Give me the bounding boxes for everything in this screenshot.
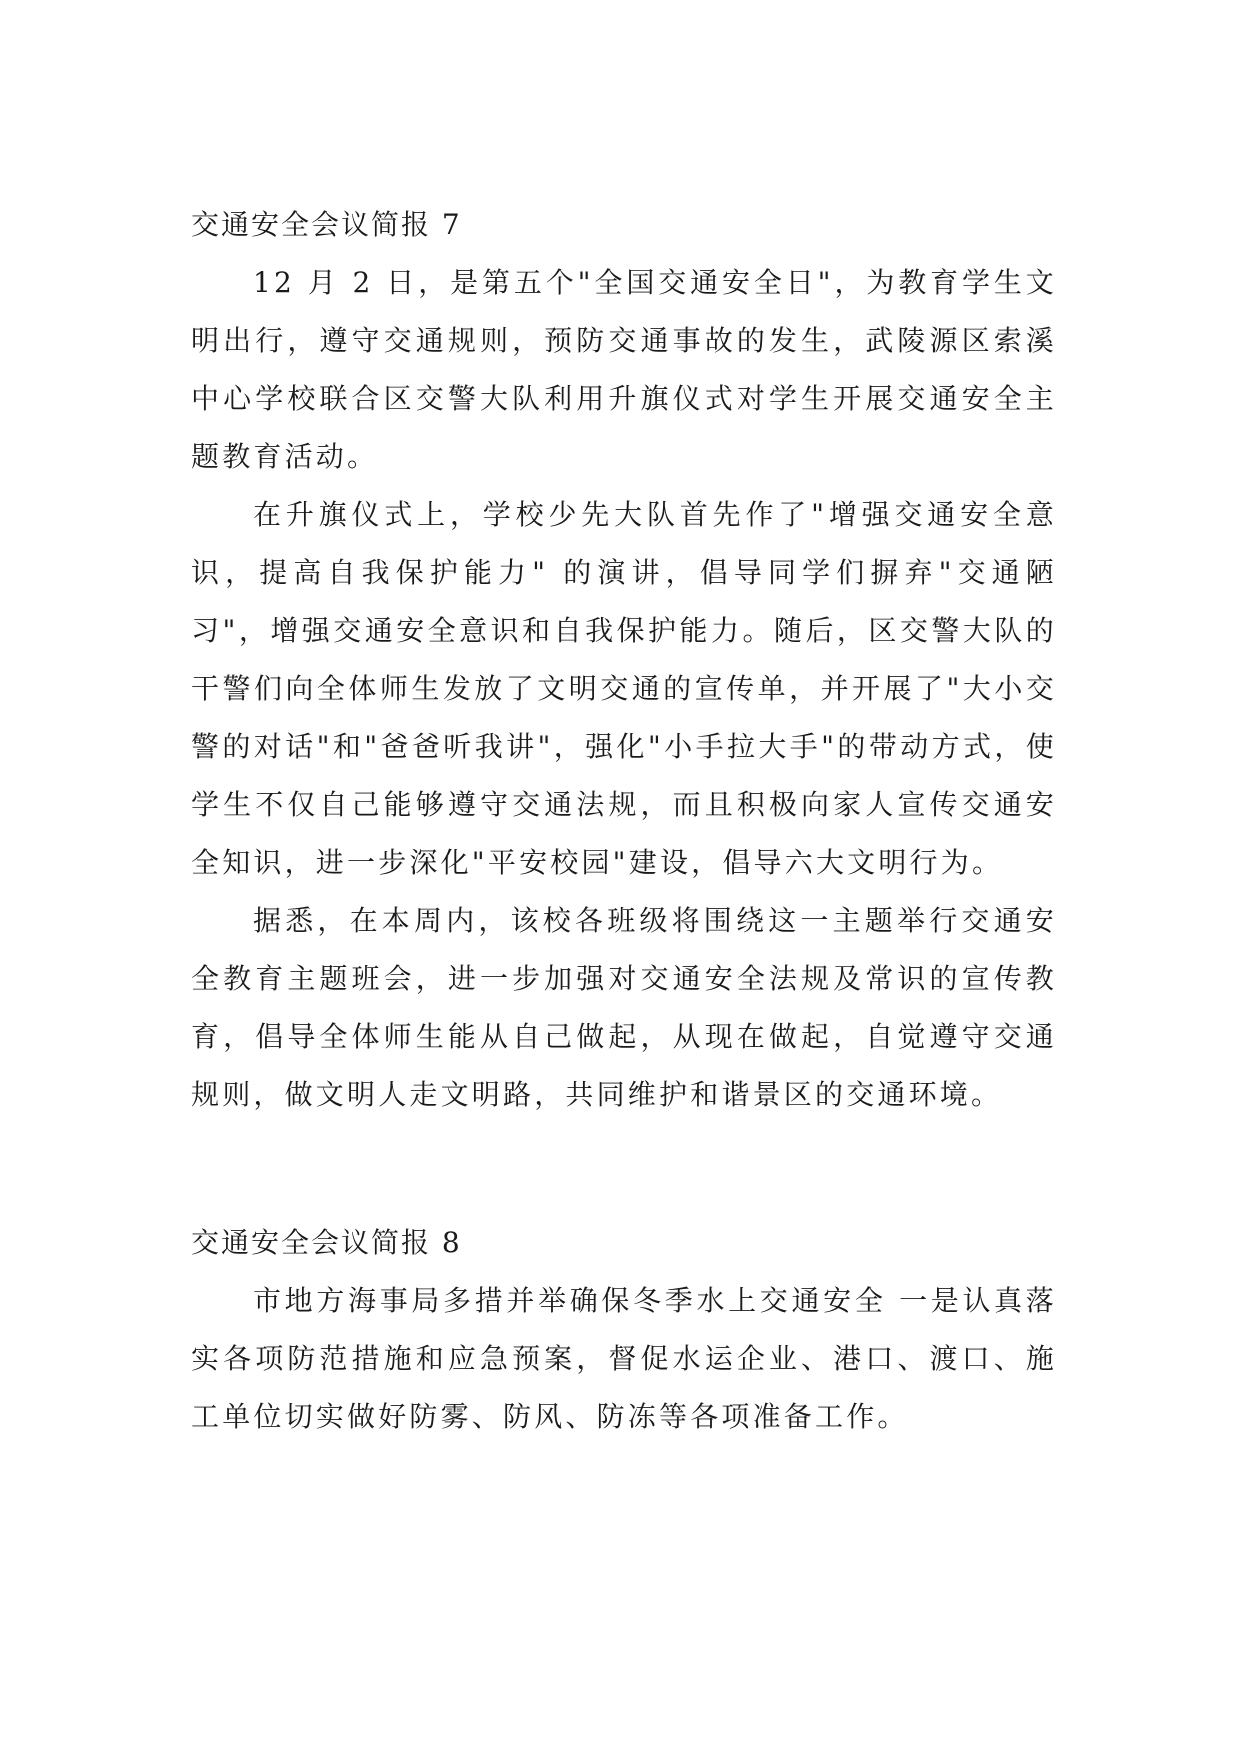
briefing-section-8 bbox=[191, 1214, 1057, 1446]
paragraph: 市地方海事局多措并举确保冬季水上交通安全 一是认真落实各项防范措施和应急预案，督促水运企业、港口、渡口、施工单位切实做好防雾、防风、防冻等各项准备工作。 bbox=[191, 1284, 1057, 1433]
briefing-section-7 bbox=[191, 196, 1057, 1124]
section-spacer bbox=[191, 1124, 1057, 1214]
section-title: 交通安全会议简报 7 bbox=[191, 208, 462, 241]
paragraph: 在升旗仪式上，学校少先大队首先作了"增强交通安全意识，提高自我保护能力" 的演讲，倡导同学们摒弃"交通陋习"，增强交通安全意识和自我保护能力。随后，区交警大队的干警们向全体师生发放了文明交通的宣传单，并开展了"大小交警的对话"和"爸爸听我讲"，强化"小手拉大手"的带动方式，使学生不仅自己能够遵守交通法规，而且积极向家人宣传交通安全知识，进一步深化"平安校园"建设，倡导六大文明行为。 bbox=[191, 498, 1057, 879]
section-title: 交通安全会议简报 8 bbox=[191, 1226, 462, 1259]
paragraph: 12 月 2 日，是第五个"全国交通安全日"，为教育学生文明出行，遵守交通规则，预防交通事故的发生，武陵源区索溪中心学校联合区交警大队利用升旗仪式对学生开展交通安全主题教育活动。 bbox=[191, 266, 1057, 473]
document-body bbox=[191, 196, 1057, 1446]
paragraph: 据悉，在本周内，该校各班级将围绕这一主题举行交通安全教育主题班会，进一步加强对交通安全法规及常识的宣传教育，倡导全体师生能从自己做起，从现在做起，自觉遵守交通规则，做文明人走文明路，共同维护和谐景区的交通环境。 bbox=[191, 904, 1057, 1111]
